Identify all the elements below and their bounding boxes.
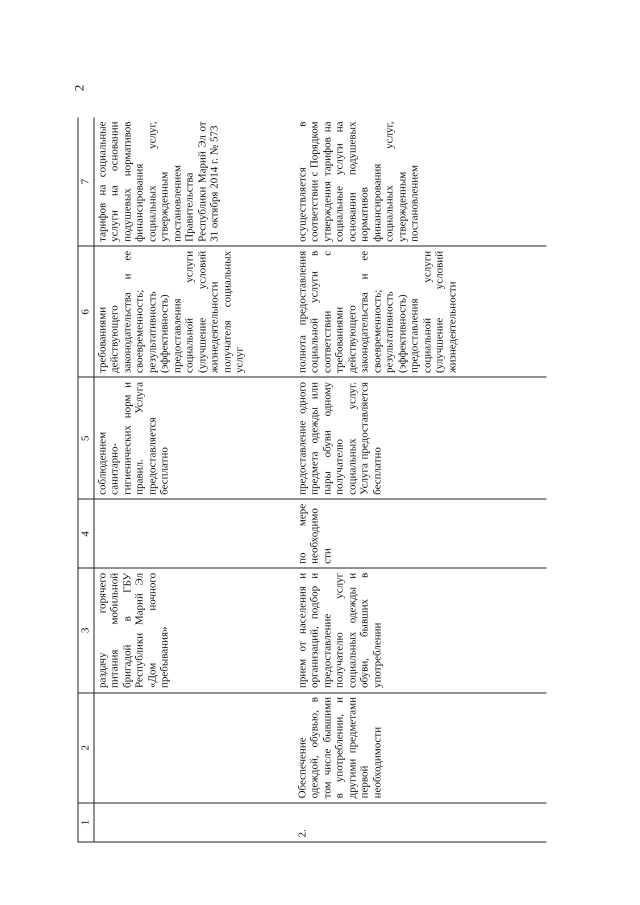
service-notes-cell: тарифов на социальные услуги на основании подушевых нормативов финансирования социальных услуг, утвержденным постановлением Правительства Республики Марий Эл от 31 октября 2014 г. № 573 [94,118,295,247]
column-header-3: 3 [78,568,94,692]
column-header-2: 2 [78,693,94,803]
column-header-5: 5 [78,377,94,499]
service-volume-cell [94,499,295,568]
column-number-header-row [78,118,94,843]
page-number: 2 [71,84,87,92]
column-header-7: 7 [78,118,94,247]
service-name-cell [94,693,295,803]
service-content-cell: прием от населения и организаций, подбор и предоставление получателю услуг социальных одежды и обуви, бывших в употреблении [294,568,546,692]
column-header-6: 6 [78,246,94,377]
service-notes-cell: осуществляется в соответствии с Порядком утверждения тарифов на социальные услуги на основании подушевых нормативов финансирования социальных услуг, утвержденным постановлением [294,118,546,247]
column-header-4: 4 [78,499,94,568]
service-quality-cell: полнота предоставления социальной услуги в соответствии с требованиями действующего законодательства и ее своевременность; результативность (эффективность) предоставления социальной услуги (улучшение условий жизнедеятельности [294,246,546,377]
column-header-1: 1 [78,803,94,842]
service-terms-cell: предоставление одного предмета одежды или пары обуви одному получателю социальных услуг. Услуга предоставляется бесплатно [294,377,546,499]
table-row [94,118,295,843]
services-table-rotated [78,118,563,843]
row-number-cell: 2. [294,803,546,842]
service-name-cell: Обеспечение одеждой, обувью, в том числе бывшими в употреблении, и другими предметами первой необходимости [294,693,546,803]
service-quality-cell: требованиями действующего законодательства и ее своевременность; результативность (эффективность) предоставления социальной услуги (улучшение условий жизнедеятельности получателя социальных услуг [94,246,295,377]
service-volume-cell: по мере необходимости [294,499,546,568]
services-table [78,118,547,843]
row-number-cell [94,803,295,842]
service-content-cell: раздачу горячего питания мобильной бригадой в ГБУ Республики Марий Эл «Дом ночного пребывания» [94,568,295,692]
table-row [294,118,546,843]
service-terms-cell: соблюдением санитарно-гигиенических норм и правил. Услуга предоставляется бесплатно [94,377,295,499]
